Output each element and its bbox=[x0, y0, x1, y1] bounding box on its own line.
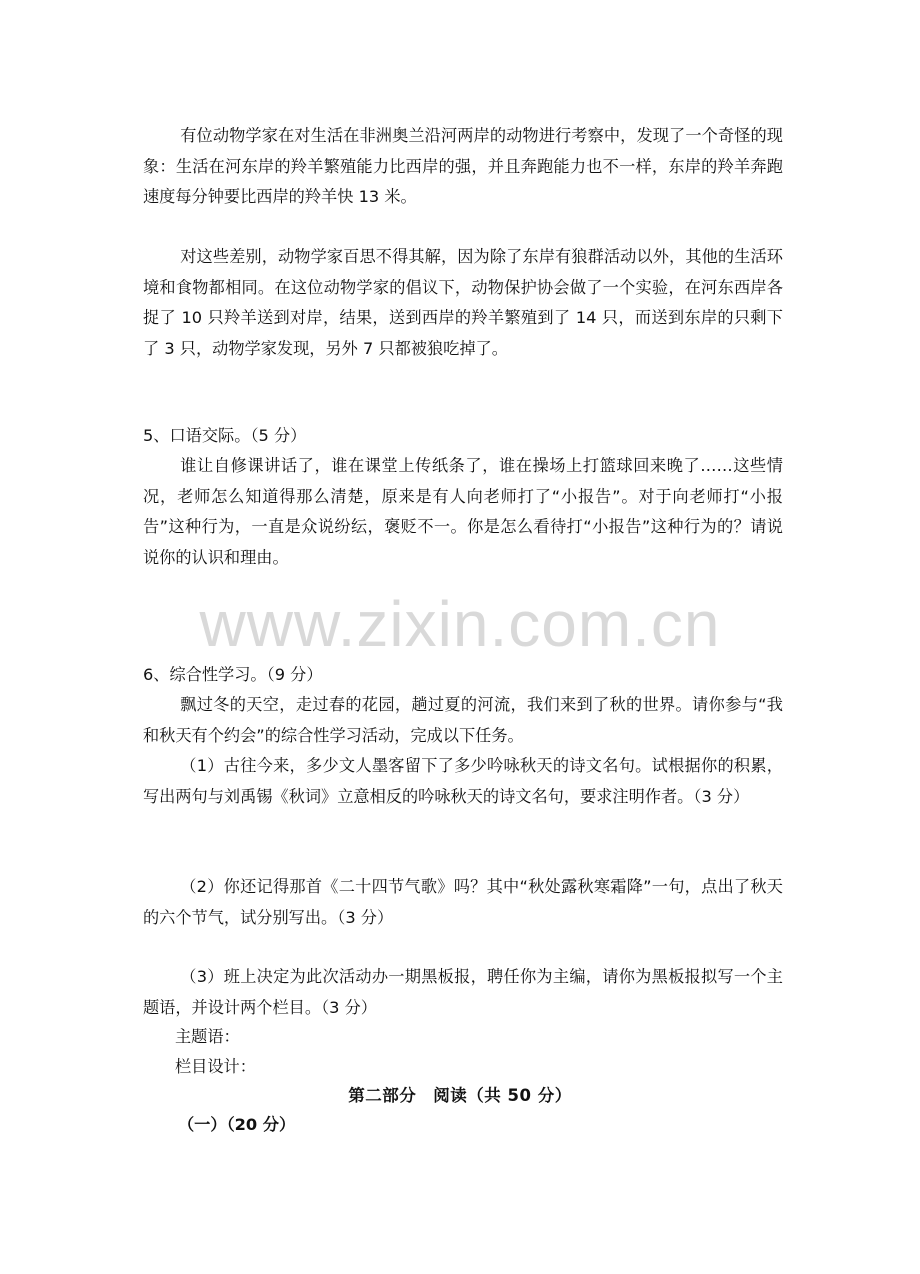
question-6-item-3: （3）班上决定为此次活动办一期黑板报，聘任你为主编，请你为黑板报拟写一个主题语，并设计两个栏目。（3 分） bbox=[143, 967, 783, 1017]
section-1-heading: （一）（20 分） bbox=[178, 1115, 296, 1134]
column-design-label: 栏目设计： bbox=[175, 1057, 256, 1076]
theme-label: 主题语： bbox=[175, 1027, 240, 1046]
passage-paragraph-1: 有位动物学家在对生活在非洲奥兰沿河两岸的动物进行考察中，发现了一个奇怪的现象：生活在河东岸的羚羊繁殖能力比西岸的强，并且奔跑能力也不一样，东岸的羚羊奔跑速度每分钟要比西岸的羚羊快 13 米。 bbox=[143, 126, 783, 206]
question-5-body: 谁让自修课讲话了，谁在课堂上传纸条了，谁在操场上打篮球回来晚了……这些情况，老师怎么知道得那么清楚，原来是有人向老师打了“小报告”。对于向老师打“小报告”这种行为，一直是众说纷纭，褒贬不一。你是怎么看待打“小报告”这种行为的？请说说你的认识和理由。 bbox=[143, 456, 783, 567]
question-6-intro: 飘过冬的天空，走过春的花园，趟过夏的河流，我们来到了秋的世界。请你参与“我和秋天有个约会”的综合性学习活动，完成以下任务。 bbox=[143, 695, 783, 745]
passage-paragraph-2: 对这些差别，动物学家百思不得其解，因为除了东岸有狼群活动以外，其他的生活环境和食物都相同。在这位动物学家的倡议下，动物保护协会做了一个实验，在河东西岸各捉了 10 只羚羊送到对岸，结果，送到西岸的羚羊繁殖到了 14 只，而送到东岸的只剩下了 3 只，动物学家发现，另外 7 只都被狼吃掉了。 bbox=[143, 247, 783, 358]
question-6-item-1: （1）古往今来，多少文人墨客留下了多少吟咏秋天的诗文名句。试根据你的积累，写出两句与刘禹锡《秋词》立意相反的吟咏秋天的诗文名句，要求注明作者。（3 分） bbox=[143, 756, 783, 806]
watermark: www.zixin.com.cn bbox=[199, 588, 721, 660]
question-5-title: 5、口语交际。（5 分） bbox=[143, 426, 307, 445]
question-6-title: 6、综合性学习。（9 分） bbox=[143, 665, 323, 684]
question-6-item-2: （2）你还记得那首《二十四节气歌》吗？其中“秋处露秋寒霜降”一句，点出了秋天的六个节气，试分别写出。（3 分） bbox=[143, 877, 783, 927]
part-2-heading: 第二部分 阅读（共 50 分） bbox=[348, 1086, 572, 1105]
